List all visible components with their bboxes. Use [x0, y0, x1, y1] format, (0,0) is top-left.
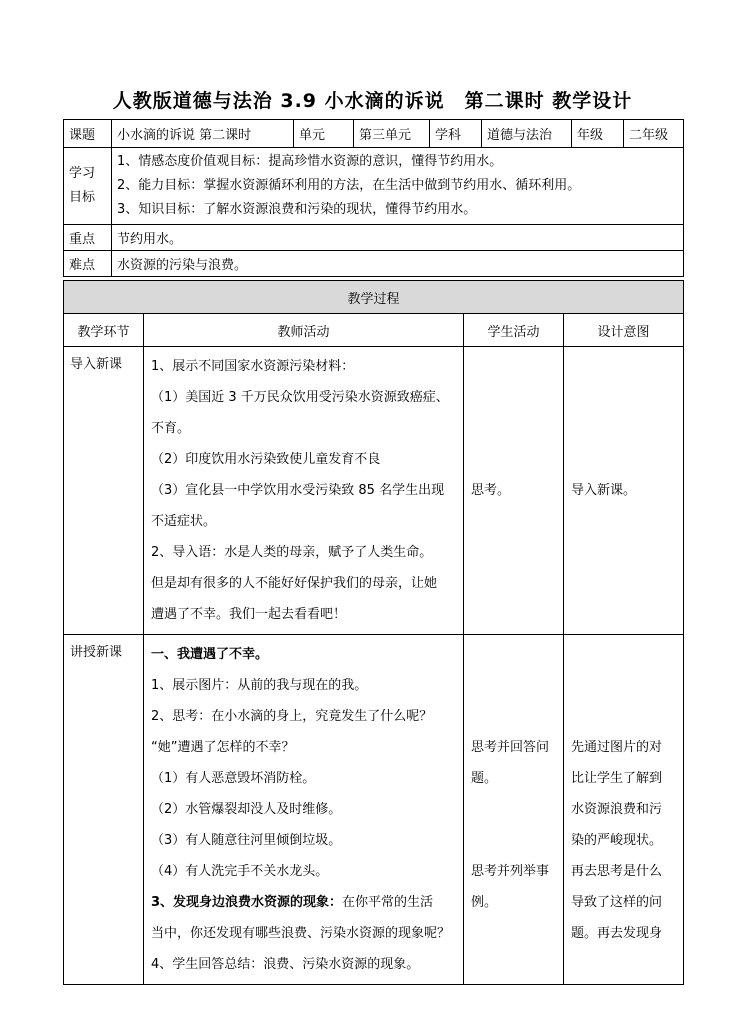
- column-header-intent: 设计意图: [564, 314, 684, 347]
- topic-label: 课题: [64, 120, 112, 148]
- lecture-line: （2）水管爆裂却没人及时维修。: [151, 802, 342, 817]
- section-heading: 一、我遭遇了不幸。: [151, 647, 269, 662]
- intent-lecture-line: 先通过图片的对: [571, 740, 663, 755]
- table-row-intro: [64, 347, 684, 635]
- intent-lecture-line: 水资源浪费和污: [571, 802, 663, 817]
- design-intent-lecture: [564, 635, 684, 985]
- grade-value: 二年级: [624, 120, 684, 148]
- student-lecture-line: 思考并列举事: [471, 864, 550, 879]
- subject-value: 道德与法治: [482, 120, 572, 148]
- intro-line: （1）美国近 3 千万民众饮用受污染水资源致癌症、: [151, 390, 449, 405]
- goals-label-line2: 目标: [69, 190, 96, 205]
- intent-lecture-line: 染的严峻现状。: [571, 833, 663, 848]
- goal-item: 2、能力目标：掌握水资源循环利用的方法，在生活中做到节约用水、循环利用。: [117, 178, 581, 193]
- lecture-line: “她”遭遇了怎样的不幸？: [151, 740, 295, 755]
- lecture-line: （1）有人恶意毁坏消防栓。: [151, 771, 316, 786]
- page-title: 人教版道德与法治 3.9 小水滴的诉说 第二课时 教学设计: [112, 90, 633, 112]
- lecture-line: 1、展示图片：从前的我与现在的我。: [151, 678, 368, 693]
- unit-value: 第三单元: [354, 120, 430, 148]
- difficulty-label: 难点: [64, 251, 112, 277]
- intro-line: 1、展示不同国家水资源污染材料：: [151, 359, 355, 374]
- lecture-line: （3）有人随意往河里倾倒垃圾。: [151, 833, 342, 848]
- process-table: [63, 280, 684, 985]
- goal-item: 1、情感态度价值观目标：提高珍惜水资源的意识，懂得节约用水。: [117, 154, 503, 169]
- grade-label: 年级: [572, 120, 624, 148]
- goal-item: 3、知识目标：了解水资源浪费和污染的现状，懂得节约用水。: [117, 202, 477, 217]
- subject-label: 学科: [430, 120, 482, 148]
- teacher-activity-lecture: [144, 635, 464, 985]
- column-header-student: 学生活动: [464, 314, 564, 347]
- info-table: [63, 119, 684, 277]
- intro-line: 不适症状。: [151, 514, 217, 529]
- student-lecture-line: 例。: [471, 895, 498, 910]
- goals-label: [64, 148, 112, 225]
- goals-content: [112, 148, 684, 225]
- intro-line: （2）印度饮用水污染致使儿童发育不良: [151, 452, 381, 467]
- lecture-line: 当中，你还发现有哪些浪费、污染水资源的现象呢？: [151, 926, 451, 941]
- column-header-stage: 教学环节: [64, 314, 144, 347]
- intro-line: 遭遇了不幸。我们一起去看看吧！: [151, 607, 347, 622]
- intent-intro-text: 导入新课。: [571, 483, 637, 498]
- key-point-label: 重点: [64, 225, 112, 251]
- student-lecture-line: 思考并回答问: [471, 740, 550, 755]
- process-band-title: 教学过程: [64, 281, 684, 314]
- table-row-lecture: [64, 635, 684, 985]
- lecture-bold-lead: 3、发现身边浪费水资源的现象：: [151, 895, 343, 910]
- lecture-line-tail: 在你平常的生活: [342, 895, 434, 910]
- key-point-value: 节约用水。: [112, 225, 684, 251]
- student-intro-text: 思考。: [471, 483, 511, 498]
- unit-label: 单元: [294, 120, 354, 148]
- intent-lecture-line: 导致了这样的问: [571, 895, 663, 910]
- teacher-activity-intro: [144, 347, 464, 635]
- difficulty-value: 水资源的污染与浪费。: [112, 251, 684, 277]
- intent-lecture-line: 比让学生了解到: [571, 771, 663, 786]
- intent-lecture-line: 题。再去发现身: [571, 926, 663, 941]
- column-header-teacher: 教师活动: [144, 314, 464, 347]
- stage-lecture: 讲授新课: [64, 635, 144, 985]
- lecture-line: 4、学生回答总结：浪费、污染水资源的现象。: [151, 957, 420, 972]
- intro-line: 2、导入语：水是人类的母亲，赋予了人类生命。: [151, 545, 433, 560]
- student-lecture-line: 题。: [471, 771, 498, 786]
- goals-label-line1: 学习: [69, 166, 96, 181]
- intro-line: 但是却有很多的人不能好好保护我们的母亲，让她: [151, 576, 438, 591]
- topic-value: 小水滴的诉说 第二课时: [112, 120, 294, 148]
- intro-line: （3）宣化县一中学饮用水受污染致 85 名学生出现: [151, 483, 445, 498]
- lecture-line: 2、思考：在小水滴的身上，究竟发生了什么呢？: [151, 709, 433, 724]
- student-activity-intro: [464, 347, 564, 635]
- intro-line: 不育。: [151, 421, 191, 436]
- intent-lecture-line: 再去思考是什么: [571, 864, 663, 879]
- stage-intro: 导入新课: [64, 347, 144, 635]
- lecture-line: （4）有人洗完手不关水龙头。: [151, 864, 329, 879]
- lecture-line: [151, 887, 456, 918]
- student-activity-lecture: [464, 635, 564, 985]
- design-intent-intro: [564, 347, 684, 635]
